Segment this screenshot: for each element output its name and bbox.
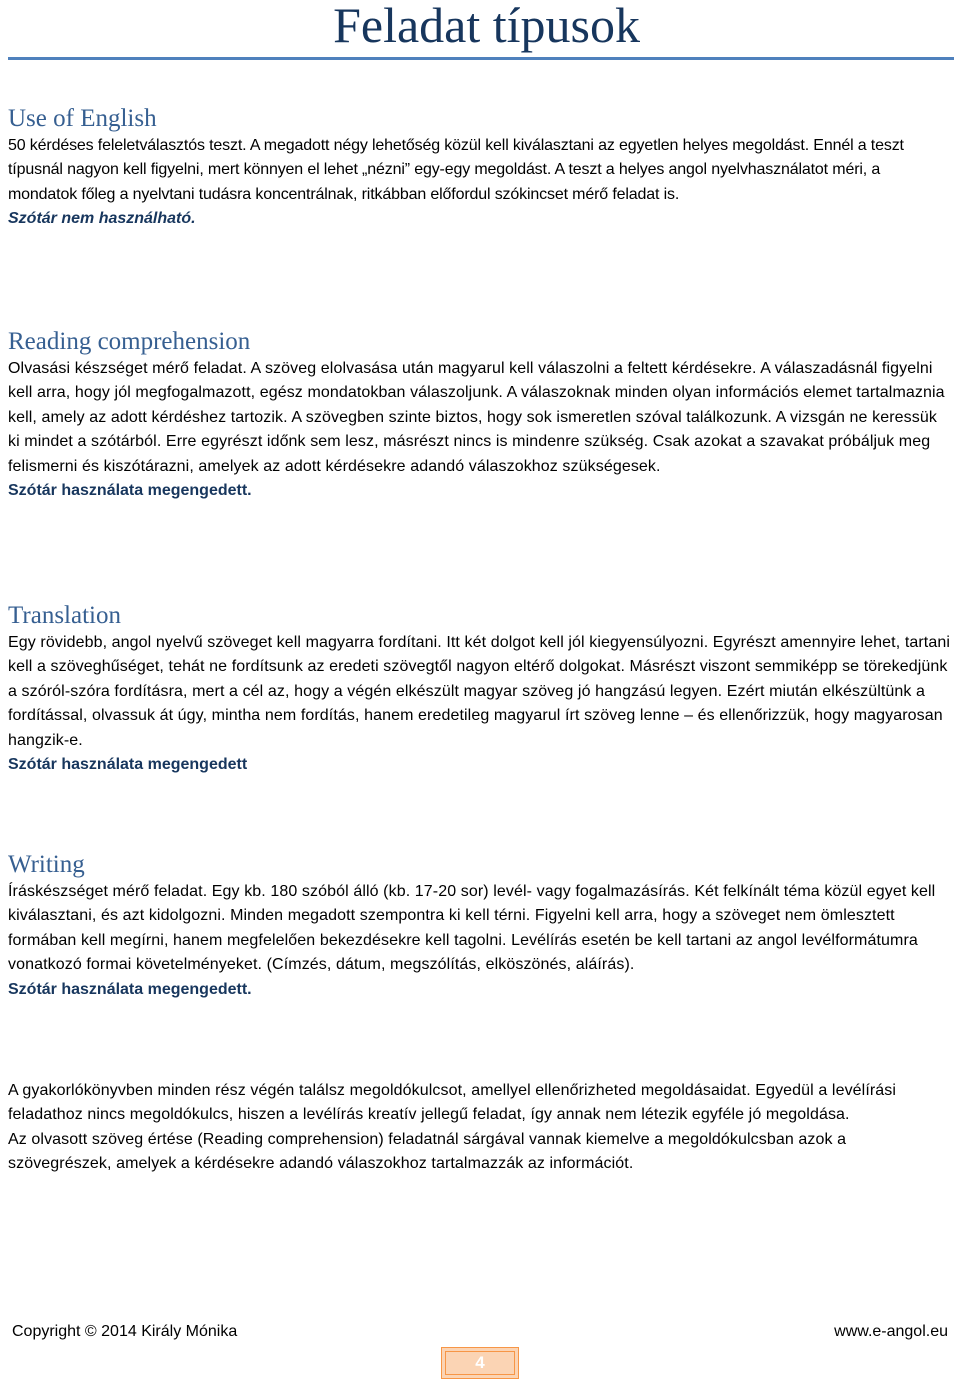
- dictionary-note: Szótár használata megengedett.: [8, 980, 252, 998]
- dictionary-note: Szótár használata megengedett: [8, 756, 248, 774]
- section-paragraph: Egy rövidebb, angol nyelvű szöveget kell magyarra fordítani. Itt két dolgot kell jól kiegyensúlyozni. Egyrészt amennyire lehet, tartani kell a szöveghűséget, tehát ne fordítsunk az eredeti szövegtől nagyon eltérő dolgokat. Másrészt viszont semmiképp se törekedjünk a szóról-szóra fordításra, mert a cél az, hogy a végén elkészült magyar szöveg jó hangzású legyen. Ezért miután elkészültünk a fordítással, olvassuk át úgy, mintha nem fordítás, hanem eredetileg magyarul írt szöveg lenne – és ellenőrizzük, hogy magyarosan hangzik-e.: [8, 634, 950, 749]
- footer-copyright: Copyright © 2014 Király Mónika: [12, 1323, 238, 1340]
- note-paragraph: A gyakorlókönyvben minden rész végén találsz megoldókulcsot, amellyel ellenőrizheted megoldásaidat. Egyedül a levélírási feladathoz nincs megoldókulcs, hiszen a levélírás kreatív jellegű feladat, így annak nem létezik egyféle jó megoldása.: [8, 1082, 897, 1124]
- page-title: Feladat típusok: [333, 0, 640, 53]
- title-underline: [8, 57, 954, 60]
- section-heading: Reading comprehension: [8, 328, 251, 355]
- section-heading: Writing: [8, 851, 85, 878]
- footer-website: www.e-angol.eu: [834, 1323, 948, 1340]
- section-heading: Use of English: [8, 105, 157, 132]
- section-use-of-english: [8, 104, 952, 232]
- dictionary-note: Szótár használata megengedett.: [8, 482, 252, 500]
- note-paragraph: Az olvasott szöveg értése (Reading comprehension) feladatnál sárgával vannak kiemelve a megoldókulcsban azok a szövegrészek, amelyek a kérdésekre adandó válaszokhoz tartalmazzák az információt.: [8, 1130, 847, 1173]
- section-paragraph: Olvasási készséget mérő feladat. A szöveg elolvasása után magyarul kell válaszolni a feltett kérdésekre. A válaszadásnál figyelni kell arra, hogy jól megfogalmazott, egész mondatokban válaszoljunk. A válaszoknak minden olyan információs elemet tartalmaznia kell, amely az adott kérdéshez tartozik. A szövegben szinte biztos, hogy sok ismeretlen szóval találkozunk. A vizsgán ne keressük ki mindet a szótárból. Erre egyrészt időnk sem lesz, másrészt nincs is mindenre szükség. Csak azokat a szavakat próbáljuk meg felismerni és kiszótárazni, amelyek az adott kérdésekre adandó válaszokhoz szükségesek.: [8, 360, 945, 475]
- section-translation: [8, 601, 952, 777]
- section-heading: Translation: [8, 602, 121, 629]
- section-paragraph: Íráskészséget mérő feladat. Egy kb. 180 szóból álló (kb. 17-20 sor) levél- vagy fogalmazásírás. Két felkínált téma közül egyet kell kiválasztani, és azt kidolgozni. Minden megadott szempontra ki kell térni. Figyelni kell arra, hogy a szöveget nem ömlesztett formában kell megírni, hanem megfelelően bekezdésekre kell tagolni. Levélírás esetén be kell tartani az angol levélformátumra vonatkozó formai követelményeket. (Címzés, dátum, megszólítás, elköszönés, aláírás).: [8, 883, 936, 974]
- section-reading-comprehension: [8, 327, 952, 503]
- closing-notes: [8, 1079, 952, 1177]
- section-writing: [8, 850, 952, 1002]
- page-number: 4: [475, 1353, 485, 1372]
- section-paragraph: 50 kérdéses feleletválasztós teszt. A megadott négy lehetőség közül kell kiválasztani az egyetlen helyes megoldást. Ennél a teszt típusnál nagyon kell figyelni, mert könnyen el lehet „nézni” egy-egy megoldást. A teszt a helyes angol nyelvhasználatot méri, a mondatok főleg a nyelvtani tudásra koncentrálnak, ritkábban előfordul szókincset mérő feladat is.: [8, 137, 904, 203]
- page-number-badge: [441, 1347, 519, 1379]
- dictionary-note: Szótár nem használható.: [8, 210, 196, 228]
